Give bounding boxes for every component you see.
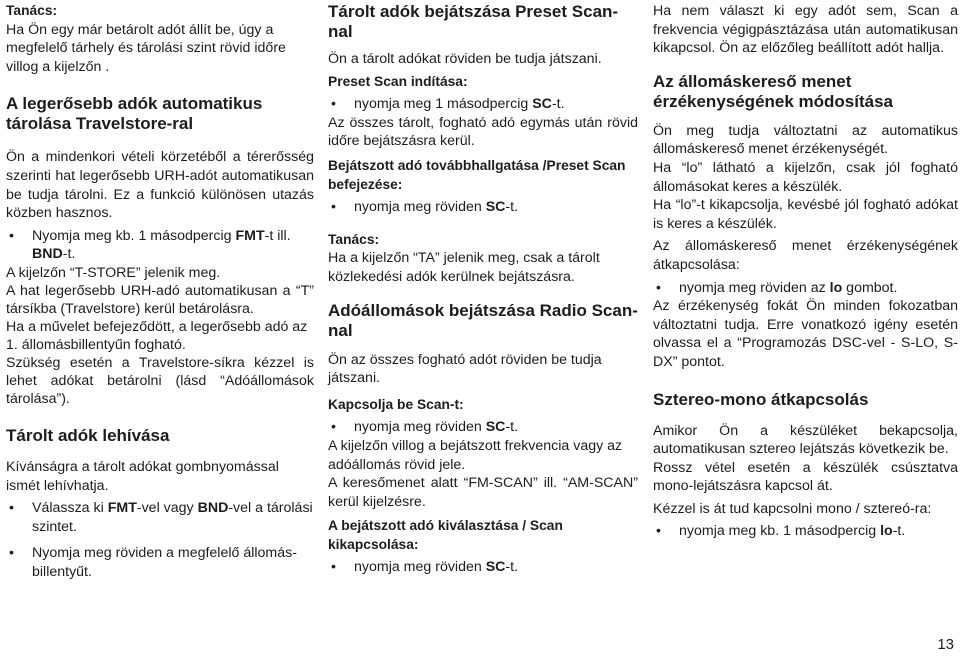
list-item: [6, 227, 314, 264]
bullet: •: [331, 96, 336, 113]
paragraph: Rossz vétel esetén a készülék csúsztatva mono-lejátszásra kapcsol át.: [653, 459, 958, 495]
paragraph: A kijelzőn “T-STORE” jelenik meg.: [6, 264, 221, 281]
page-number: 13: [937, 636, 954, 653]
radio-scan-heading: Adóállomások bejátszása Radio Scan-nal: [328, 300, 638, 340]
bullet: •: [331, 199, 336, 216]
paragraph: Ön meg tudja változtatni az automatikus állomáskereső menet érzékenységét.: [653, 122, 958, 158]
key-label-lo: lo: [880, 523, 893, 540]
list-item: [328, 198, 638, 217]
column-middle: [328, 2, 638, 577]
list-item-text: nyomja meg 1 másodpercig SC-t.: [354, 96, 565, 113]
list-item-text: nyomja meg kb. 1 másodpercig lo-t.: [679, 523, 906, 540]
preset-start-heading: Preset Scan indítása:: [328, 73, 468, 89]
paragraph: Amikor Ön a készüléket bekapcsolja, automatikusan sztereo lejátszás következik be.: [653, 422, 958, 458]
tip-text: Ha a kijelzőn “TA” jelenik meg, csak a tárolt közlekedési adók kerülnek bejátszásra.: [328, 250, 600, 285]
list-item-text: nyomja meg röviden SC-t.: [354, 199, 519, 216]
preset-stop-heading: Bejátszott adó továbbhallgatása /Preset Scan befejezése:: [328, 157, 626, 192]
bullet: •: [9, 545, 14, 562]
list-item-text: nyomja meg röviden SC-t.: [354, 559, 519, 576]
column-left: [6, 2, 314, 582]
key-label-bnd: BND: [197, 500, 229, 517]
list-item: [6, 499, 314, 536]
recall-heading: Tárolt adók lehívása: [6, 425, 170, 445]
column-right: [653, 2, 958, 541]
preset-scan-intro: Ön a tárolt adókat röviden be tudja játszani.: [328, 51, 602, 67]
list-item: [653, 522, 958, 541]
bullet: •: [656, 523, 661, 540]
list-item: [653, 279, 958, 298]
key-label-sc: SC: [485, 199, 506, 216]
travelstore-heading: A legerősebb adók automatikus tárolása Travelstore-ral: [6, 94, 263, 134]
sensitivity-heading: Az állomáskereső menet érzékenységének módosítása: [653, 71, 894, 111]
bullet: •: [331, 559, 336, 576]
paragraph: Ha “lo” látható a kijelzőn, csak jól fogható állomásokat keres a készülék.: [653, 159, 958, 195]
key-label-bnd: BND: [32, 246, 63, 263]
list-item: [6, 544, 314, 581]
paragraph: Ha “lo”-t kikapcsolja, kevésbé jól fogható adókat is keres a készülék.: [653, 197, 958, 232]
key-label-sc: SC: [532, 96, 552, 113]
paragraph: A keresőmenet alatt “FM-SCAN” ill. “AM-SCAN” kerül kijelzésre.: [328, 475, 638, 510]
paragraph: A kijelzőn villog a bejátszott frekvencia vagy az adóállomás rövid jele.: [328, 437, 623, 473]
tip-heading: Tanács:: [328, 231, 380, 247]
list-item: [328, 418, 638, 437]
list-item-text: nyomja meg röviden SC-t.: [354, 419, 519, 436]
stereo-mono-heading: Sztereo-mono átkapcsolás: [653, 389, 869, 409]
key-label-fmt: FMT: [107, 500, 137, 517]
list-item: [328, 558, 638, 577]
key-label-sc: SC: [485, 559, 506, 576]
list-item-text: nyomja meg röviden az lo gombot.: [679, 279, 898, 296]
bullet: •: [9, 500, 14, 517]
paragraph: Az összes tárolt, fogható adó egymás után rövid időre bejátszásra kerül.: [328, 114, 638, 150]
scan-auto-off-text: Ha nem választ ki egy adót sem, Scan a frekvencia végigpásztázása után automatikusan kikapcsol. Ön az előzőleg beállított adót hallja.: [653, 3, 958, 57]
preset-scan-heading: Tárolt adók bejátszása Preset Scan-nal: [328, 2, 619, 41]
bullet: •: [331, 419, 336, 436]
paragraph: Kézzel is át tud kapcsolni mono / sztereó-ra:: [653, 500, 932, 517]
tip-heading: Tanács:: [6, 3, 58, 18]
list-item-text: Nyomja meg kb. 1 másodpercig FMT-t ill. BND-t.: [32, 227, 291, 263]
list-item: [328, 95, 638, 114]
recall-intro: Kívánságra a tárolt adókat gombnyomással ismét lehívhatja.: [6, 458, 279, 494]
bullet: •: [656, 279, 661, 296]
paragraph: A hat legerősebb URH-adó automatikusan a “T” társíkba (Travelstore) kerül betárolásra.: [6, 282, 314, 317]
list-item-text: Nyomja meg röviden a megfelelő állomás-billentyűt.: [32, 545, 297, 580]
key-label-sc: SC: [485, 419, 506, 436]
select-stop-heading: A bejátszott adó kiválasztása / Scan kikapcsolása:: [328, 518, 563, 552]
key-label-lo: lo: [829, 279, 843, 296]
paragraph: Az állomáskereső menet érzékenységének átkapcsolása:: [653, 238, 958, 273]
scan-on-heading: Kapcsolja be Scan-t:: [328, 396, 464, 412]
key-label-fmt: FMT: [235, 227, 265, 244]
radio-scan-intro: Ön az összes fogható adót röviden be tudja játszani.: [328, 351, 602, 387]
paragraph: Az érzékenység fokát Ön minden fokozatban változtatni tudja. Erre vonatkozó igény esetén olvassa el a “Programozás DSC-vel - S-LO, S-DX” pontot.: [653, 298, 958, 370]
travelstore-intro: Ön a mindenkori vételi körzetéből a térerősség szerinti hat legerősebb URH-adót automatikusan be tudja tárolni. Ez a funkció különösen utazás közben hasznos.: [6, 149, 314, 222]
list-item-text: Válassza ki FMT-vel vagy BND-vel a tárolási szintet.: [32, 500, 313, 535]
paragraph: Ha a művelet befejeződött, a legerősebb adó az 1. állomásbillentyűn fogható.: [6, 318, 308, 353]
bullet: •: [9, 227, 14, 244]
tip-text: Ha Ön egy már betárolt adót állít be, úgy a megfelelő tárhely és tárolási szint rövid időre villog a kijelzőn .: [6, 21, 286, 75]
paragraph: Szükség esetén a Travelstore-síkra kézzel is lehet adókat betárolni (lásd “Adóállomások tárolása”).: [6, 354, 314, 407]
